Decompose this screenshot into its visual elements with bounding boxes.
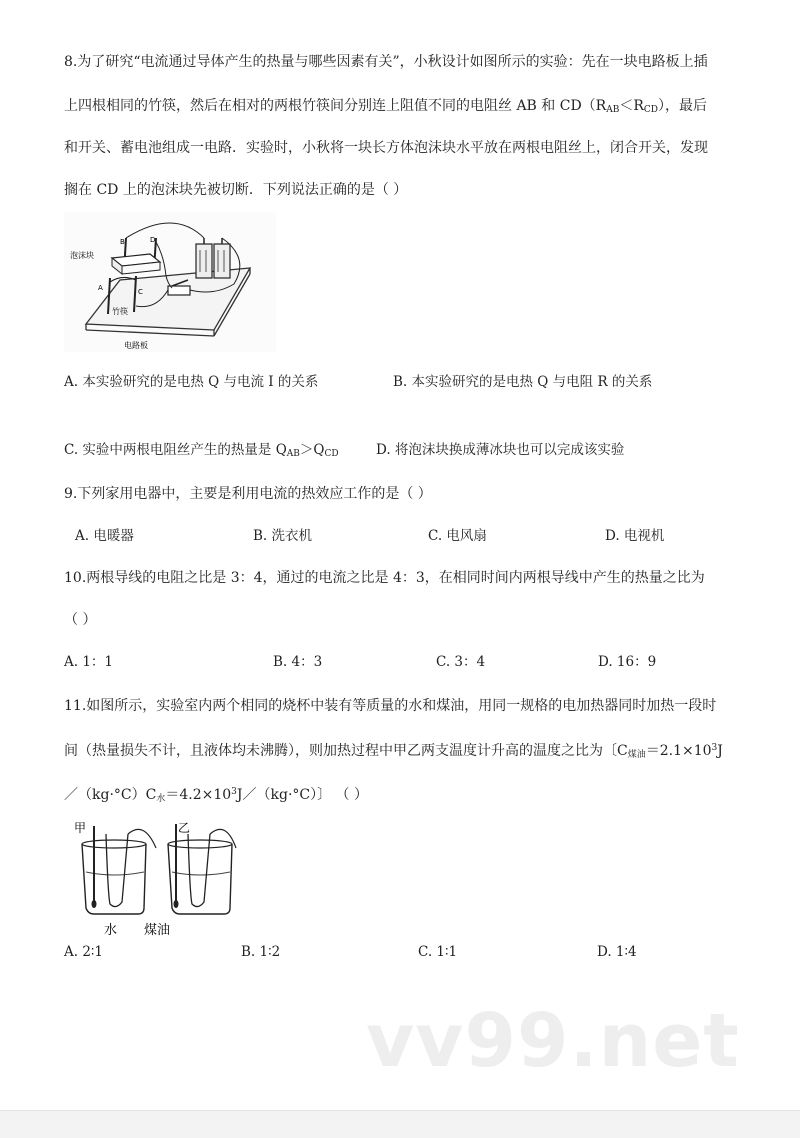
q10-paren: （ ） [64,612,97,628]
bottom-scroll-area [0,1110,800,1138]
q11-line-3-text-c: J／（kg·°C）〕 （ ） [236,787,369,803]
heater-jia [106,834,128,907]
label-foam: 泡沫块 [70,251,94,260]
q11-line-2 [64,738,723,765]
q11-line-3-sup: 3 [231,787,237,797]
q9-option-b: B. 洗衣机 [253,528,313,544]
circuit-board-figure [64,212,276,352]
q11-line-2-text-c: J [717,743,723,759]
q11-line-3 [64,782,368,809]
q9-option-a: A. 电暖器 [75,528,134,544]
q9-stem: 9.下列家用电器中，主要是利用电流的热效应工作的是（ ） [64,486,432,502]
q11-option-c: C. 1∶1 [418,944,458,960]
q9-option-d: D. 电视机 [605,528,665,544]
q8-option-c [64,440,339,464]
q8-option-b: B. 本实验研究的是电热 Q 与电阻 R 的关系 [393,374,653,390]
q8-line-1: 8.为了研究“电流通过导体产生的热量与哪些因素有关”，小秋设计如图所示的实验：先在一块电路板上插 [64,54,708,70]
q8-line-2-sub-cd: CD [643,105,659,115]
q11-line-2-sub-kerosene: 煤油 [627,750,646,760]
label-chopsticks: 竹筷 [112,307,128,316]
label-kerosene: 煤油 [144,923,171,938]
label-c: C [138,288,143,296]
q10-option-b: B. 4：3 [273,654,323,670]
q11-line-2-text-a: 间（热量损失不计，且液体均未沸腾），则加热过程中甲乙两支温度计升高的温度之比为〔C [64,743,628,759]
q8-option-c-sub-ab: AB [286,449,300,459]
label-water: 水 [104,923,118,938]
q8-option-c-sub-cd: CD [324,449,339,459]
q8-option-c-text-b: ＞Q [299,442,325,458]
label-b: B [120,238,125,246]
q11-line-3-text-a: ／（kg·°C）C [64,787,157,803]
q8-line-2-text-b: ＜R [619,98,644,114]
q8-option-c-text-a: C. 实验中两根电阻丝产生的热量是 Q [64,442,287,458]
watermark: vv99.net [366,998,740,1084]
q11-line-3-sub-water: 水 [156,794,166,804]
q11-line-3-text-b: ＝4.2×10 [165,787,232,803]
q11-option-b: B. 1∶2 [241,944,281,960]
q10-option-c: C. 3：4 [436,654,486,670]
label-jia: 甲 [74,821,87,835]
q11-line-2-sup: 3 [711,743,718,753]
heater-yi [188,834,210,907]
q8-line-2 [64,96,707,120]
q10-option-a: A. 1：1 [64,654,114,670]
q8-line-2-text-a: 上四根相同的竹筷，然后在相对的两根竹筷间分别连上阻值不同的电阻丝 AB 和 CD（R [64,98,607,114]
label-a: A [98,284,103,292]
label-d: D [150,236,156,244]
battery-cell [196,244,212,278]
q8-line-3: 和开关、蓄电池组成一电路．实验时，小秋将一块长方体泡沫块水平放在两根电阻丝上，闭合开关，发现 [64,140,708,156]
q8-line-4: 搁在 CD 上的泡沫块先被切断．下列说法正确的是（ ） [64,182,408,198]
q10-option-d: D. 16：9 [598,654,657,670]
battery-cell [214,244,230,278]
q8-line-2-text-c: ），最后 [658,98,708,114]
q11-line-2-text-b: ＝2.1×10 [645,743,712,759]
beakers-figure [64,816,240,940]
q10-stem: 10.两根导线的电阻之比是 3：4，通过的电流之比是 4：3，在相同时间内两根导线中产生的热量之比为 [64,570,705,586]
q11-option-d: D. 1∶4 [597,944,637,960]
label-yi: 乙 [178,821,191,835]
q8-line-2-sub-ab: AB [606,105,620,115]
q11-option-a: A. 2∶1 [64,944,104,960]
q8-option-a: A. 本实验研究的是电热 Q 与电流 I 的关系 [64,374,319,390]
label-board: 电路板 [124,341,148,350]
q9-option-c: C. 电风扇 [428,528,487,544]
q11-line-1: 11.如图所示，实验室内两个相同的烧杯中装有等质量的水和煤油，用同一规格的电加热器同时加热一段时 [64,698,717,714]
q8-option-d: D. 将泡沫块换成薄冰块也可以完成该实验 [376,442,625,458]
